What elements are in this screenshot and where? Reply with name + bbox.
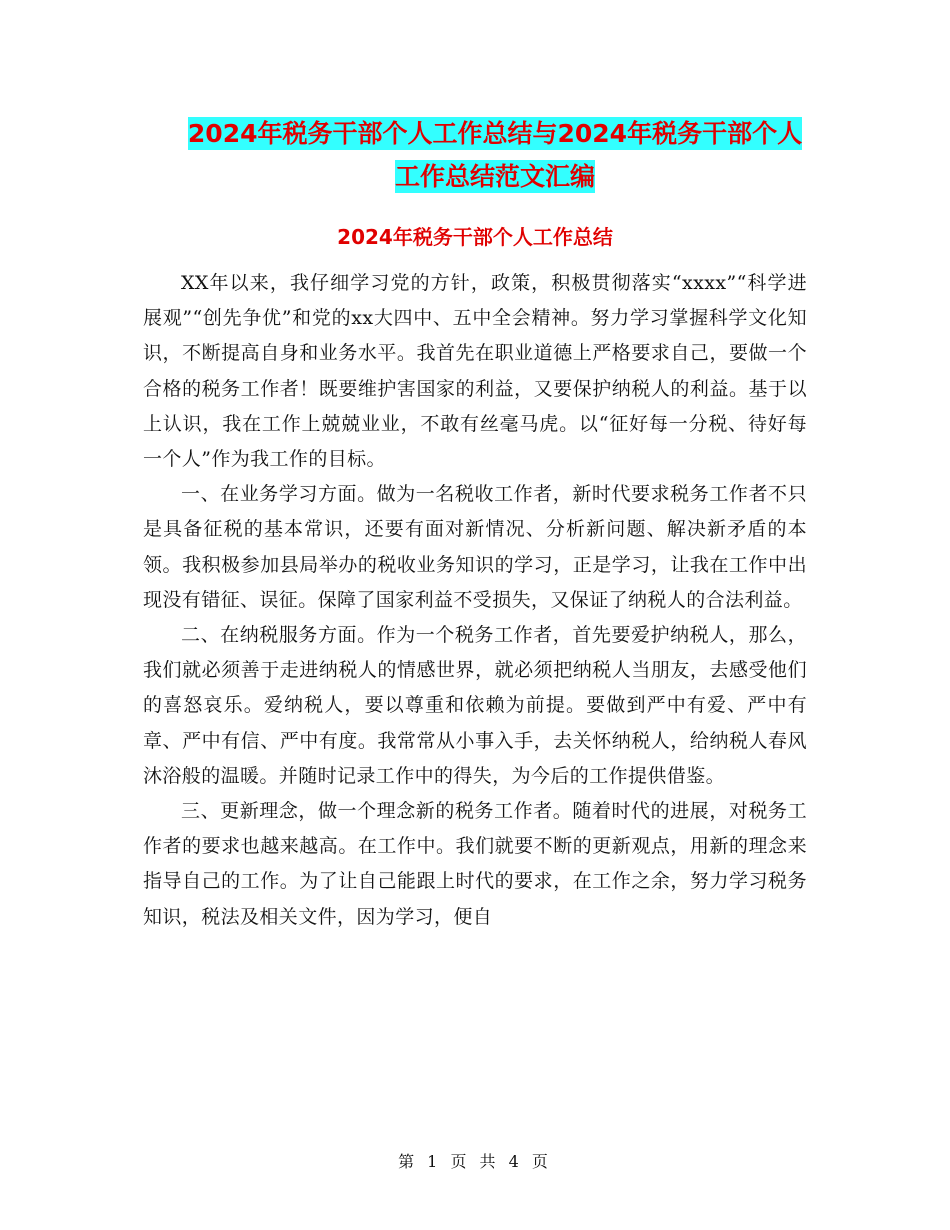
paragraph-intro: XX年以来，我仔细学习党的方针，政策，积极贯彻落实“xxxx”“科学进展观”“创先争优”和党的xx大四中、五中全会精神。努力学习掌握科学文化知识，不断提高自身和业务水平。我首先在职业道德上严格要求自己，要做一个合格的税务工作者！既要维护害国家的利益，又要保护纳税人的利益。基于以上认识，我在工作上兢兢业业，不敢有丝毫马虎。以“征好每一分税、待好每一个人”作为我工作的目标。 [143,272,807,471]
document-title-line-2: 工作总结范文汇编 [394,162,595,191]
page-footer: 第 1 页 共 4 页 [398,1152,552,1171]
paragraph-tax-service: 二、在纳税服务方面。作为一个税务工作者，首先要爱护纳税人，那么，我们就必须善于走进纳税人的情感世界，就必须把纳税人当朋友，去感受他们的喜怒哀乐。爱纳税人，要以尊重和依赖为前提。要做到严中有爱、严中有章、严中有信、严中有度。我常常从小事入手，去关怀纳税人，给纳税人春风沐浴般的温暖。并随时记录工作中的得失，为今后的工作提供借鉴。 [143,624,807,787]
document-title-line-1: 2024年税务干部个人工作总结与2024年税务干部个人 [187,119,803,148]
paragraph-new-concepts: 三、更新理念，做一个理念新的税务工作者。随着时代的进展，对税务工作者的要求也越来越高。在工作中。我们就要不断的更新观点，用新的理念来指导自己的工作。为了让自己能跟上时代的要求，在工作之余，努力学习税务知识，税法及相关文件，因为学习，便自 [143,800,807,928]
paragraph-business-study: 一、在业务学习方面。做为一名税收工作者，新时代要求税务工作者不只是具备征税的基本常识，还要有面对新情况、分析新问题、解决新矛盾的本领。我积极参加县局举办的税收业务知识的学习，正是学习，让我在工作中出现没有错征、误征。保障了国家利益不受损失，又保证了纳税人的合法利益。 [143,483,807,611]
section-title: 2024年税务干部个人工作总结 [337,225,613,249]
document-title [140,112,850,198]
document-body [143,266,807,935]
